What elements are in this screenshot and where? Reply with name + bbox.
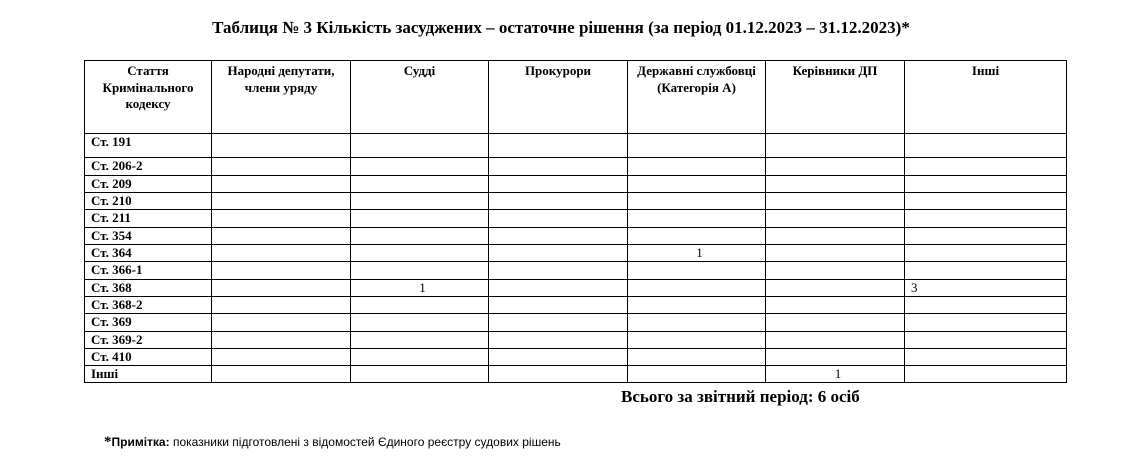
footnote-label: Примітка: [111, 435, 170, 449]
row-article: Ст. 209 [85, 176, 212, 193]
table-cell [905, 314, 1067, 332]
table-cell [905, 176, 1067, 193]
row-article: Ст. 369 [85, 314, 212, 332]
table-cell [489, 228, 628, 245]
table-cell [766, 134, 905, 158]
table-cell [905, 158, 1067, 176]
table-cell [212, 228, 351, 245]
row-article: Ст. 410 [85, 349, 212, 366]
footnote-star: * [104, 434, 112, 450]
table-cell [766, 332, 905, 349]
table-row [85, 314, 1067, 332]
table-cell: 1 [351, 280, 489, 297]
table-cell [351, 134, 489, 158]
table-cell [628, 262, 766, 280]
row-article: Ст. 368 [85, 280, 212, 297]
table-title: Таблиця № 3 Кількість засуджених – остаточне рішення (за період 01.12.2023 – 31.12.2023)* [212, 18, 910, 37]
table-cell [489, 134, 628, 158]
table-cell [628, 193, 766, 210]
table-cell [905, 210, 1067, 228]
table-cell [766, 210, 905, 228]
header-state-enterprise-heads: Керівники ДП [766, 61, 905, 134]
table-cell: 1 [766, 366, 905, 383]
table-cell [489, 176, 628, 193]
table-cell [628, 332, 766, 349]
table-cell [628, 210, 766, 228]
table-row [85, 210, 1067, 228]
table-cell [766, 280, 905, 297]
table-cell [212, 176, 351, 193]
table-cell [212, 280, 351, 297]
table-cell [351, 366, 489, 383]
table-cell [628, 349, 766, 366]
table-cell [489, 366, 628, 383]
table-cell [628, 314, 766, 332]
table-cell [766, 176, 905, 193]
table-cell [212, 332, 351, 349]
table-cell [351, 262, 489, 280]
table-cell [351, 193, 489, 210]
table-header-row [85, 61, 1067, 134]
table-cell [905, 245, 1067, 262]
table-row [85, 134, 1067, 158]
table-cell [212, 193, 351, 210]
row-article: Ст. 211 [85, 210, 212, 228]
table-cell [628, 228, 766, 245]
header-deputies: Народні депутати, члени уряду [212, 61, 351, 134]
table-cell [351, 176, 489, 193]
table-cell [628, 297, 766, 314]
table-row [85, 332, 1067, 349]
table-cell [489, 297, 628, 314]
table-row [85, 228, 1067, 245]
table-cell [212, 297, 351, 314]
table-cell [212, 210, 351, 228]
table-cell [489, 193, 628, 210]
table-row [85, 193, 1067, 210]
table-cell [489, 349, 628, 366]
table-row [85, 349, 1067, 366]
table-cell [766, 193, 905, 210]
table-cell [766, 262, 905, 280]
table-cell [905, 332, 1067, 349]
table-cell [489, 332, 628, 349]
table-cell [628, 280, 766, 297]
table-row [85, 158, 1067, 176]
row-article: Ст. 206-2 [85, 158, 212, 176]
header-civil-servants: Державні службовці (Категорія А) [628, 61, 766, 134]
table-cell [766, 297, 905, 314]
table-cell [212, 314, 351, 332]
header-others: Інші [905, 61, 1067, 134]
table-cell [212, 366, 351, 383]
table-row [85, 245, 1067, 262]
table-cell [905, 193, 1067, 210]
table-cell [766, 314, 905, 332]
header-article: Стаття Кримінального кодексу [85, 61, 212, 134]
table-cell [351, 314, 489, 332]
table-row [85, 262, 1067, 280]
row-article: Ст. 191 [85, 134, 212, 158]
table-cell [212, 245, 351, 262]
table-cell [905, 297, 1067, 314]
table-cell [628, 366, 766, 383]
table-cell [905, 228, 1067, 245]
table-cell [766, 228, 905, 245]
table-cell [212, 134, 351, 158]
footnote-text: показники підготовлені з відомостей Єдиного реєстру судових рішень [169, 435, 561, 449]
table-cell [489, 262, 628, 280]
row-article: Ст. 368-2 [85, 297, 212, 314]
table-row [85, 297, 1067, 314]
table-cell [905, 366, 1067, 383]
table-cell [766, 158, 905, 176]
table-cell [628, 176, 766, 193]
total-summary: Всього за звітний період: 6 осіб [621, 387, 860, 406]
table-cell [351, 158, 489, 176]
table-cell [351, 210, 489, 228]
table-cell [212, 158, 351, 176]
table-cell: 1 [628, 245, 766, 262]
convictions-table [84, 60, 1067, 383]
header-judges: Судді [351, 61, 489, 134]
table-row [85, 366, 1067, 383]
table-cell [489, 245, 628, 262]
row-article: Інші [85, 366, 212, 383]
table-row [85, 176, 1067, 193]
table-cell [489, 314, 628, 332]
table-cell [351, 349, 489, 366]
table-cell [212, 349, 351, 366]
table-cell [905, 134, 1067, 158]
table-cell [628, 134, 766, 158]
table-cell [351, 297, 489, 314]
row-article: Ст. 366-1 [85, 262, 212, 280]
table-cell [212, 262, 351, 280]
table-cell [489, 210, 628, 228]
table-cell [489, 280, 628, 297]
table-cell [489, 158, 628, 176]
table-cell [905, 262, 1067, 280]
table-cell [766, 349, 905, 366]
table-cell [766, 245, 905, 262]
table-row [85, 280, 1067, 297]
table-cell [905, 349, 1067, 366]
table-cell: 3 [905, 280, 1067, 297]
header-prosecutors: Прокурори [489, 61, 628, 134]
table-cell [351, 228, 489, 245]
table-cell [351, 245, 489, 262]
row-article: Ст. 354 [85, 228, 212, 245]
footnote [104, 434, 561, 451]
row-article: Ст. 364 [85, 245, 212, 262]
table-cell [628, 158, 766, 176]
row-article: Ст. 369-2 [85, 332, 212, 349]
row-article: Ст. 210 [85, 193, 212, 210]
table-cell [351, 332, 489, 349]
